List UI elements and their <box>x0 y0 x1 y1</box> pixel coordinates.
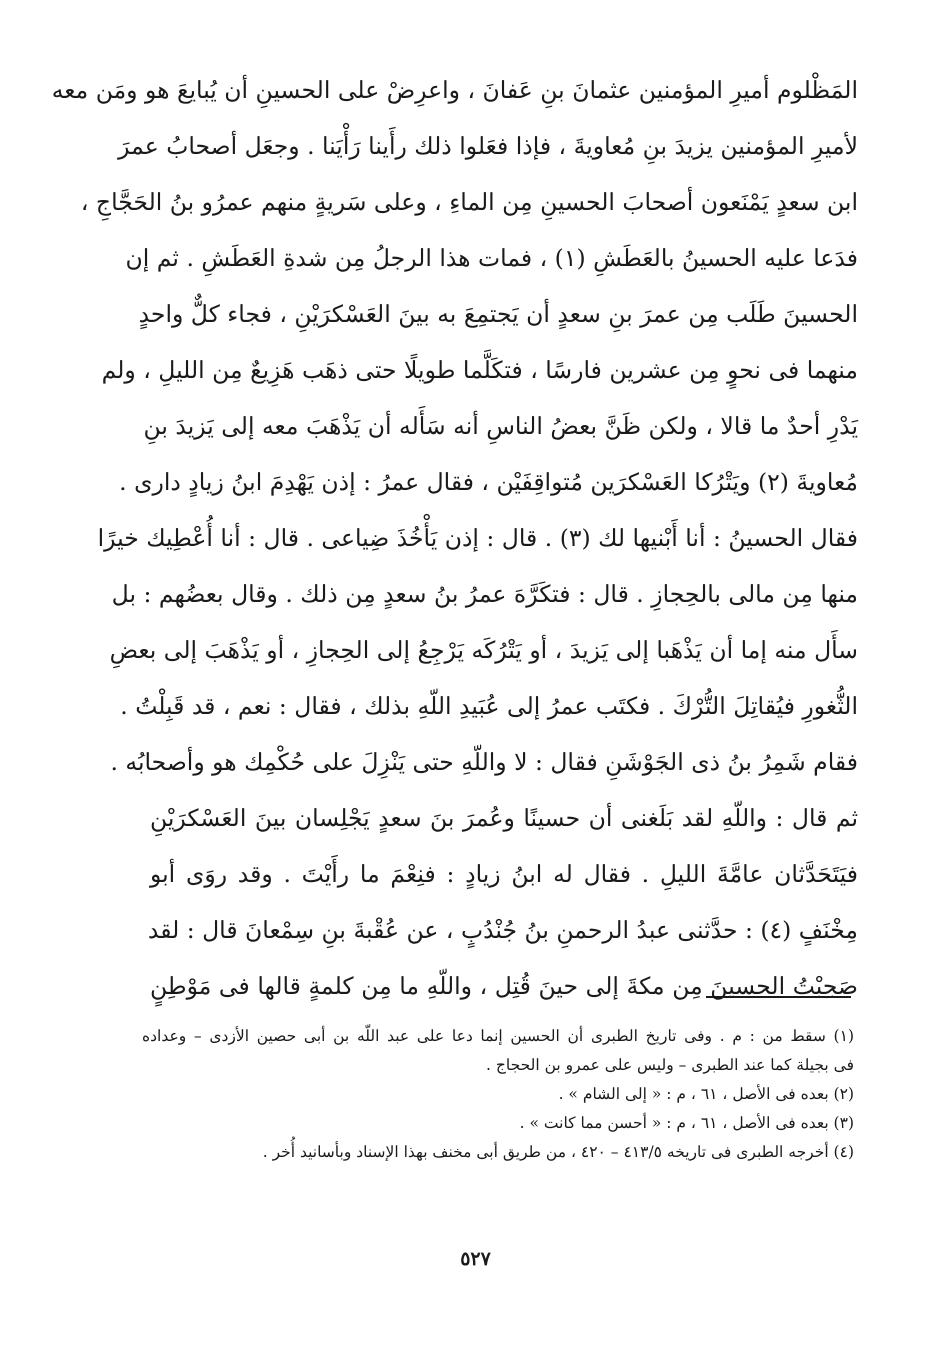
text-line: سأَل منه إما أن يَذْهَبا إلى يَزيدَ ، أو يَتْرُكَه يَرْجِعُ إلى الحِجازِ ، أو يَذْهَبَ إلى بعضِ <box>109 636 858 664</box>
text-line: يَدْرِ أحدٌ ما قالا ، ولكن ظَنَّ بعضُ الناسِ أنه سَأَله أن يَذْهَبَ معه إلى يَزيدَ بنِ <box>143 412 858 440</box>
text-line: فيَتَحَدَّثان عامَّةَ الليلِ . فقال له ابنُ زيادٍ : فنِعْمَ ما رأَيْتَ . وقد روَى أبو <box>150 860 858 888</box>
text-line: منها مِن مالى بالحِجازِ . قال : فتكَرَّهَ عمرُ بنُ سعدٍ مِن ذلك . وقال بعضُهم : بل <box>111 580 858 608</box>
text-line: مِخْنَفٍ (٤) : حدَّثنى عبدُ الرحمنِ بنُ جُنْدُبٍ ، عن عُقْبةَ بنِ سِمْعانَ قال : لقد <box>147 916 858 944</box>
text-line: لأميرِ المؤمنين يزيدَ بنِ مُعاويةَ ، فإذا فعَلوا ذلك رأَينا رَأْيَنا . وجعَل أصحابُ عمرَ <box>118 132 858 160</box>
footnote-line: فى بجيلة كما عند الطبرى – وليس على عمرو بن الحجاج . <box>486 1056 854 1074</box>
text-line: المَظْلوم أميرِ المؤمنين عثمانَ بنِ عَفانَ ، واعرِضْ على الحسينِ أن يُبايعَ هو ومَن معه <box>51 76 858 104</box>
text-line: الحسينَ طَلَب مِن عمرَ بنِ سعدٍ أن يَجتمِعَ به بينَ العَسْكرَيْنِ ، فجاء كلٌّ واحدٍ <box>138 300 858 328</box>
footnotes <box>142 1022 854 1167</box>
text-line: ثم قال : واللّهِ لقد بَلَغنى أن حسينًا وعُمرَ بنَ سعدٍ يَجْلِسان بينَ العَسْكرَيْنِ <box>150 804 858 832</box>
text-line: صَحِبْتُ الحسينَ مِن مكةَ إلى حينَ قُتِل ، واللّهِ ما مِن كلمةٍ قالها فى مَوْطِنٍ <box>150 972 858 1000</box>
text-line: فدَعا عليه الحسينُ بالعَطَشِ (١) ، فمات هذا الرجلُ مِن شدةِ العَطَشِ . ثم إن <box>125 244 858 272</box>
footnote-line: (١) سقط من : م . وفى تاريخ الطبرى أن الحسين إنما دعا على عبد اللّه بن أبى حصين الأزدى – وعداده <box>142 1027 854 1045</box>
main-text <box>51 62 858 1014</box>
text-line: ابن سعدٍ يَمْنَعون أصحابَ الحسينِ مِن الماءِ ، وعلى سَريةٍ منهم عمرُو بنُ الحَجَّاجِ ، <box>80 188 858 216</box>
text-line: منهما فى نحوٍ مِن عشرين فارسًا ، فتكَلَّما طويلًا حتى ذهَب هَزِيعٌ مِن الليلِ ، ولم <box>101 356 858 384</box>
page-number: ٥٢٧ <box>460 1248 491 1270</box>
footnote-line: (٢) بعده فى الأصل ، ٦١ ، م : « إلى الشام » . <box>558 1085 854 1103</box>
footnote-line: (٤) أخرجه الطبرى فى تاريخه ٤١٣/٥ – ٤٢٠ ، من طريق أبى مخنف بهذا الإسناد وبأسانيد أُخر . <box>262 1143 854 1161</box>
footnote-line: (٣) بعده فى الأصل ، ٦١ ، م : « أحسن مما كانت » . <box>519 1114 854 1132</box>
text-line: مُعاويةَ (٢) ويَتْرُكا العَسْكرَين مُتواقِفَيْن ، فقال عمرُ : إذن يَهْدِمَ ابنُ زيادٍ دارى . <box>119 468 858 496</box>
text-line: فقام شَمِرُ بنُ ذى الجَوْشَنِ فقال : لا واللّهِ حتى يَنْزِلَ على حُكْمِك هو وأصحابُه . <box>110 748 858 776</box>
text-line: فقال الحسينُ : أنا أَبْنيها لك (٣) . قال : إذن يَأْخُذَ ضِياعى . قال : أنا أُعْطِيك خيرًا <box>97 524 858 552</box>
footnote-separator <box>706 996 851 998</box>
text-line: الثُّغورِ فيُقاتِلَ التُّرْكَ . فكتَب عمرُ إلى عُبَيدِ اللّهِ بذلك ، فقال : نعم ، قد قَبِلْتُ . <box>120 692 858 720</box>
